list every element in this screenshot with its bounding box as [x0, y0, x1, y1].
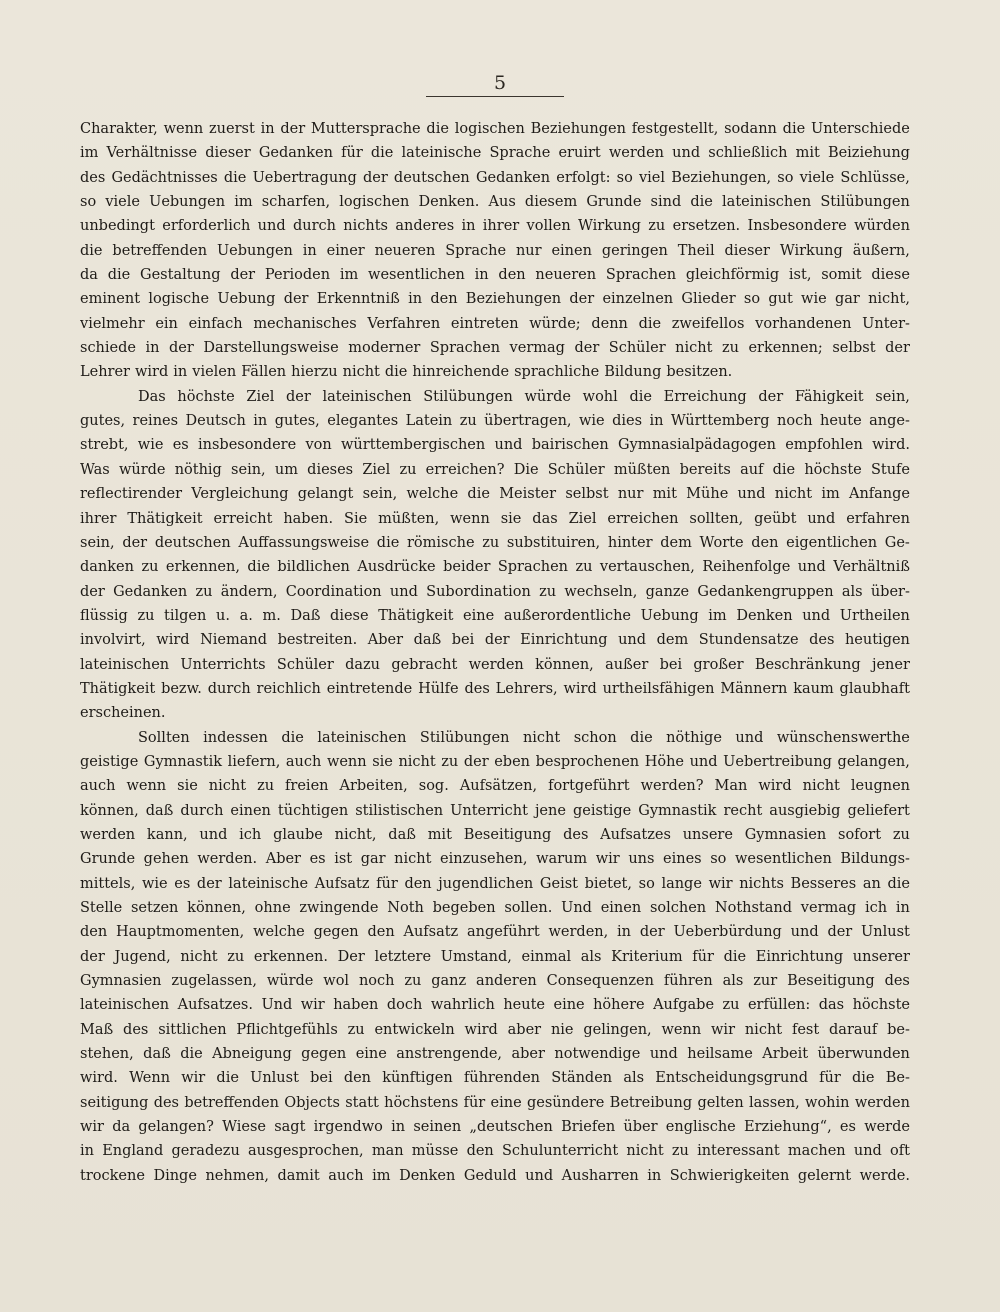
- text-line: da die Gestaltung der Perioden im wesentlichen in den neueren Sprachen gleichförmig ist, somit diese: [80, 267, 910, 284]
- text-line: mittels, wie es der lateinische Aufsatz für den jugendlichen Geist bietet, so lange wir nichts Besseres an die: [80, 875, 910, 892]
- text-line: erscheinen.: [80, 705, 166, 722]
- text-line: danken zu erkennen, die bildlichen Ausdrücke beider Sprachen zu vertauschen, Reihenfolge und Verhältniß: [80, 559, 910, 576]
- text-line: Thätigkeit bezw. durch reichlich eintretende Hülfe des Lehrers, wird urtheilsfähigen Männern kaum glaubhaft: [80, 680, 910, 697]
- text-line: wir da gelangen? Wiese sagt irgendwo in seinen „deutschen Briefen über englische Erziehung“, es werde: [80, 1119, 910, 1136]
- text-line: Charakter, wenn zuerst in der Muttersprache die logischen Beziehungen festgestellt, sodann die Unterschiede: [80, 121, 910, 137]
- text-line: gutes, reines Deutsch in gutes, elegantes Latein zu übertragen, wie dies in Württemberg noch heute ange-: [80, 413, 910, 430]
- text-line: schiede in der Darstellungsweise moderner Sprachen vermag der Schüler nicht zu erkennen; selbst der: [80, 340, 910, 357]
- text-line: involvirt, wird Niemand bestreiten. Aber daß bei der Einrichtung und dem Stundensatze des heutigen: [80, 632, 910, 649]
- text-line: lateinischen Aufsatzes. Und wir haben doch wahrlich heute eine höhere Aufgabe zu erfüllen: das höchste: [80, 997, 910, 1014]
- text-line: der Gedanken zu ändern, Coordination und Subordination zu wechseln, ganze Gedankengruppen als über-: [80, 583, 910, 600]
- text-line: des Gedächtnisses die Uebertragung der deutschen Gedanken erfolgt: so viel Beziehungen, so viele Schlüsse,: [80, 169, 910, 186]
- text-line: im Verhältnisse dieser Gedanken für die lateinische Sprache eruirt werden und schließlich mit Beiziehung: [80, 145, 910, 162]
- text-line: werden kann, und ich glaube nicht, daß mit Beseitigung des Aufsatzes unsere Gymnasien sofort zu: [80, 826, 910, 843]
- text-line: strebt, wie es insbesondere von württembergischen und bairischen Gymnasialpädagogen empfohlen wird.: [80, 437, 910, 454]
- text-line: vielmehr ein einfach mechanisches Verfahren eintreten würde; denn die zweifellos vorhandenen Unter-: [80, 315, 910, 332]
- text-line: Sollten indessen die lateinischen Stilübungen nicht schon die nöthige und wünschenswerthe: [138, 729, 910, 746]
- text-line: der Jugend, nicht zu erkennen. Der letztere Umstand, einmal als Kriterium für die Einrichtung unserer: [80, 948, 910, 965]
- text-line: können, daß durch einen tüchtigen stilistischen Unterricht jene geistige Gymnastik recht ausgiebig geliefert: [80, 802, 910, 819]
- text-line: Maß des sittlichen Pflichtgefühls zu entwickeln wird aber nie gelingen, wenn wir nicht fest darauf be-: [80, 1021, 910, 1038]
- text-line: die betreffenden Uebungen in einer neueren Sprache nur einen geringen Theil dieser Wirkung äußern,: [80, 242, 910, 259]
- text-line: trockene Dinge nehmen, damit auch im Denken Geduld und Ausharren in Schwierigkeiten gelernt werde.: [80, 1167, 910, 1184]
- text-line: Was würde nöthig sein, um dieses Ziel zu erreichen? Die Schüler müßten bereits auf die höchste Stufe: [80, 461, 910, 478]
- text-line: eminent logische Uebung der Erkenntniß in den Beziehungen der einzelnen Glieder so gut wie gar nicht,: [80, 291, 910, 308]
- text-line: den Hauptmomenten, welche gegen den Aufsatz angeführt werden, in der Ueberbürdung und der Unlust: [80, 924, 910, 941]
- text-line: Grunde gehen werden. Aber es ist gar nicht einzusehen, warum wir uns eines so wesentlichen Bildungs-: [80, 851, 910, 868]
- text-line: ihrer Thätigkeit erreicht haben. Sie müßten, wenn sie das Ziel erreichen sollten, geübt und erfahren: [80, 510, 910, 527]
- text-line: flüssig zu tilgen u. a. m. Daß diese Thätigkeit eine außerordentliche Uebung im Denken und Urtheilen: [80, 607, 910, 624]
- text-line: wird. Wenn wir die Unlust bei den künftigen führenden Ständen als Entscheidungsgrund für die Be-: [80, 1070, 910, 1087]
- text-line: so viele Uebungen im scharfen, logischen Denken. Aus diesem Grunde sind die lateinischen Stilübungen: [80, 194, 910, 211]
- text-line: Stelle setzen können, ohne zwingende Noth begeben sollen. Und einen solchen Nothstand vermag ich in: [80, 900, 910, 916]
- header-rule: [426, 96, 564, 97]
- text-line: geistige Gymnastik liefern, auch wenn sie nicht zu der eben besprochenen Höhe und Uebertreibung gelangen,: [80, 753, 910, 770]
- page-number: 5: [493, 72, 507, 94]
- text-line: sein, der deutschen Auffassungsweise die römische zu substituiren, hinter dem Worte den eigentlichen Ge-: [80, 534, 910, 551]
- text-line: auch wenn sie nicht zu freien Arbeiten, sog. Aufsätzen, fortgeführt werden? Man wird nicht leugnen: [80, 778, 910, 795]
- text-line: stehen, daß die Abneigung gegen eine anstrengende, aber notwendige und heilsame Arbeit überwunden: [80, 1046, 910, 1063]
- text-line: Lehrer wird in vielen Fällen hierzu nicht die hinreichende sprachliche Bildung besitzen.: [80, 364, 733, 381]
- text-line: Gymnasien zugelassen, würde wol noch zu ganz anderen Consequenzen führen als zur Beseitigung des: [80, 973, 910, 990]
- text-line: unbedingt erforderlich und durch nichts anderes in ihrer vollen Wirkung zu ersetzen. Insbesondere würden: [80, 218, 910, 235]
- body-text: [80, 117, 910, 1188]
- text-line: lateinischen Unterrichts Schüler dazu gebracht werden können, außer bei großer Beschränkung jener: [80, 656, 910, 673]
- text-line: Das höchste Ziel der lateinischen Stilübungen würde wohl die Erreichung der Fähigkeit sein,: [138, 388, 910, 405]
- text-line: reflectirender Vergleichung gelangt sein, welche die Meister selbst nur mit Mühe und nicht im Anfange: [80, 486, 910, 503]
- text-line: in England geradezu ausgesprochen, man müsse den Schulunterricht nicht zu interessant machen und oft: [80, 1143, 910, 1160]
- text-line: seitigung des betreffenden Objects statt höchstens für eine gesündere Betreibung gelten lassen, wohin werden: [80, 1094, 910, 1111]
